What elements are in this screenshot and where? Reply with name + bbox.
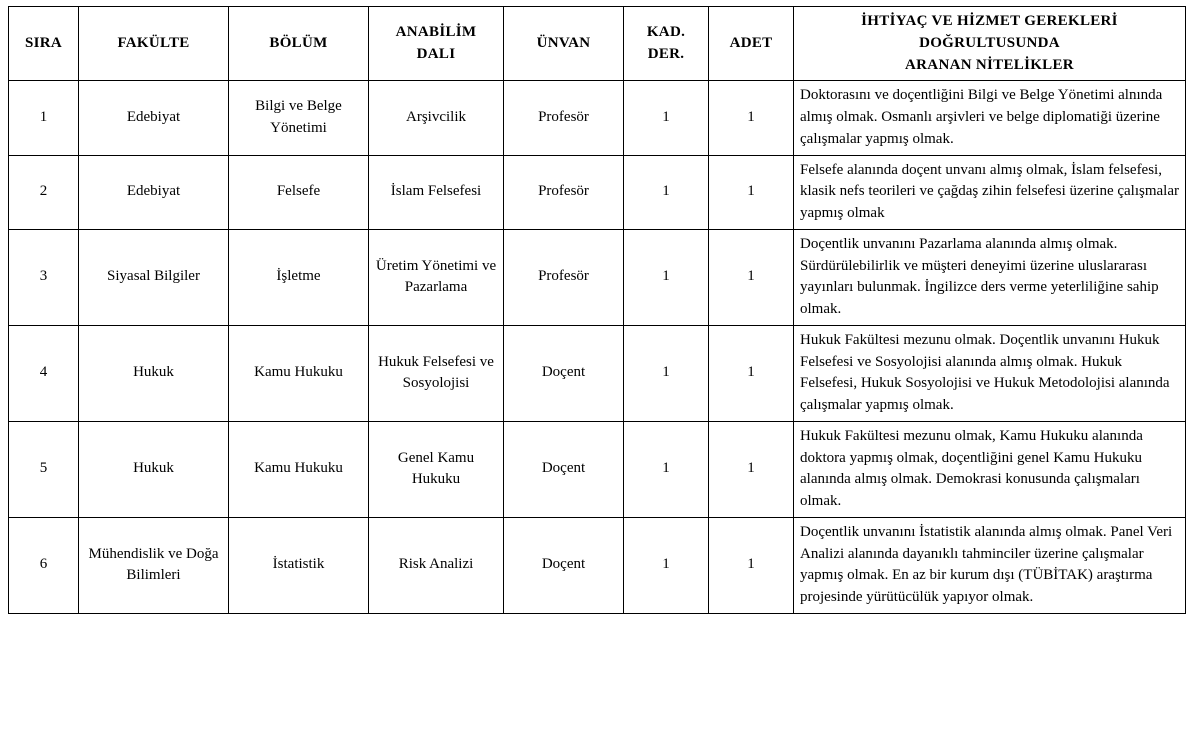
cell-kadro-derece: 1 [624,155,709,229]
cell-adet: 1 [709,517,794,613]
cell-nitelikler: Doçentlik unvanını Pazarlama alanında almış olmak. Sürdürülebilirlik ve müşteri deneyimi üzerine uluslararası yayınları bulunmak. İngilizce ders verme yeterliliğine sahip olmak. [794,229,1186,325]
cell-kadro-derece: 1 [624,81,709,155]
cell-kadro-derece: 1 [624,421,709,517]
cell-kadro-derece: 1 [624,325,709,421]
cell-sira: 5 [9,421,79,517]
table-row [9,229,1186,325]
table-body [9,81,1186,614]
column-header-unvan [504,7,624,81]
cell-nitelikler: Hukuk Fakültesi mezunu olmak. Doçentlik unvanını Hukuk Felsefesi ve Sosyolojisi alanında almış olmak. Hukuk Felsefesi, Hukuk Sosyolojisi ve Hukuk Metodolojisi alanında çalışmalar yapmış olmak. [794,325,1186,421]
column-header-sira [9,7,79,81]
cell-unvan: Doçent [504,421,624,517]
table-row [9,325,1186,421]
header-text: ÜNVAN [536,34,591,51]
cell-bolum: Kamu Hukuku [229,325,369,421]
cell-sira: 4 [9,325,79,421]
cell-anabilim: Üretim Yönetimi ve Pazarlama [369,229,504,325]
cell-fakulte: Siyasal Bilgiler [79,229,229,325]
cell-sira: 6 [9,517,79,613]
table-header-row [9,7,1186,81]
cell-fakulte: Edebiyat [79,81,229,155]
header-text-line2: DER. [647,45,685,62]
header-text: BÖLÜM [269,34,328,51]
cell-adet: 1 [709,155,794,229]
header-text: FAKÜLTE [117,34,190,51]
cell-unvan: Doçent [504,517,624,613]
table-row [9,81,1186,155]
cell-sira: 2 [9,155,79,229]
column-header-anabilim-dali [369,7,504,81]
header-text-line1: ANABİLİM [395,23,477,40]
cell-bolum: Felsefe [229,155,369,229]
cell-fakulte: Edebiyat [79,155,229,229]
cell-kadro-derece: 1 [624,229,709,325]
cell-fakulte: Mühendislik ve Doğa Bilimleri [79,517,229,613]
cell-anabilim: Arşivcilik [369,81,504,155]
cell-adet: 1 [709,81,794,155]
cell-bolum: Kamu Hukuku [229,421,369,517]
cell-sira: 1 [9,81,79,155]
cell-unvan: Profesör [504,155,624,229]
cell-unvan: Profesör [504,229,624,325]
cell-adet: 1 [709,325,794,421]
table-row [9,155,1186,229]
header-text: SIRA [24,34,63,51]
cell-anabilim: Risk Analizi [369,517,504,613]
cell-nitelikler: Hukuk Fakültesi mezunu olmak, Kamu Hukuku alanında doktora yapmış olmak, doçentliğini genel Kamu Hukuku alanında almış olmak. Demokrasi konusunda çalışmaları olmak. [794,421,1186,517]
academic-positions-table [8,6,1186,614]
cell-anabilim: İslam Felsefesi [369,155,504,229]
table-row [9,517,1186,613]
cell-sira: 3 [9,229,79,325]
cell-adet: 1 [709,229,794,325]
cell-nitelikler: Doktorasını ve doçentliğini Bilgi ve Belge Yönetimi alnında almış olmak. Osmanlı arşivleri ve belge diplomatiği üzerine çalışmalar yapmış olmak. [794,81,1186,155]
table-header [9,7,1186,81]
cell-bolum: İşletme [229,229,369,325]
column-header-bolum [229,7,369,81]
header-text-line1: KAD. [646,23,686,40]
header-text: ADET [729,34,773,51]
column-header-adet [709,7,794,81]
cell-kadro-derece: 1 [624,517,709,613]
header-text-line2: DOĞRULTUSUNDA [919,34,1060,51]
table-row [9,421,1186,517]
cell-nitelikler: Felsefe alanında doçent unvanı almış olmak, İslam felsefesi, klasik nefs teorileri ve çağdaş zihin felsefesi üzerine çalışmalar yapmış olmak [794,155,1186,229]
header-text-line2: DALI [416,45,456,62]
column-header-fakulte [79,7,229,81]
cell-bolum: Bilgi ve Belge Yönetimi [229,81,369,155]
cell-unvan: Doçent [504,325,624,421]
column-header-aranan-nitelikler [794,7,1186,81]
cell-adet: 1 [709,421,794,517]
cell-unvan: Profesör [504,81,624,155]
cell-fakulte: Hukuk [79,325,229,421]
header-text-line1: İHTİYAÇ VE HİZMET GEREKLERİ [861,13,1118,29]
cell-anabilim: Hukuk Felsefesi ve Sosyolojisi [369,325,504,421]
cell-fakulte: Hukuk [79,421,229,517]
cell-nitelikler: Doçentlik unvanını İstatistik alanında almış olmak. Panel Veri Analizi alanında dayanıklı tahminciler üzerine çalışmalar yapmış olmak. En az bir kurum dışı (TÜBİTAK) araştırma projesinde yürütücülük yapıyor olmak. [794,517,1186,613]
cell-bolum: İstatistik [229,517,369,613]
column-header-kadro-derece [624,7,709,81]
header-text-line3: ARANAN NİTELİKLER [905,56,1074,73]
cell-anabilim: Genel Kamu Hukuku [369,421,504,517]
